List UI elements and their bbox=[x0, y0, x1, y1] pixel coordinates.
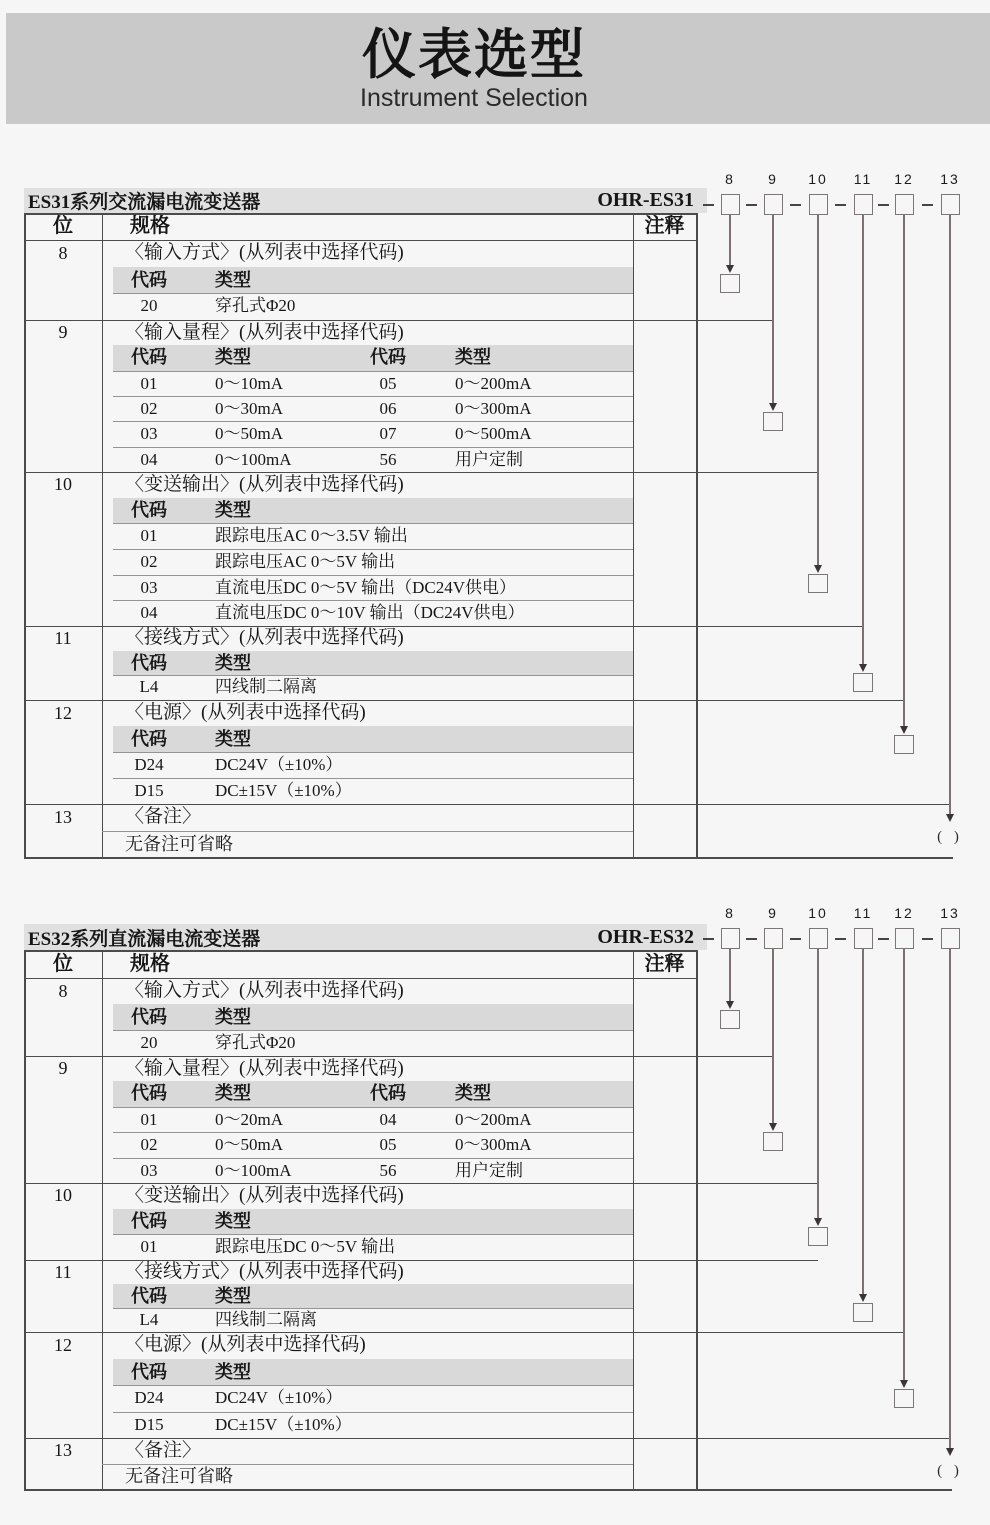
band-label: 代码 bbox=[131, 269, 167, 290]
position-number: 11 bbox=[853, 905, 873, 921]
code-cell: 06 bbox=[379, 399, 397, 418]
band-label: 类型 bbox=[215, 347, 251, 368]
row-separator bbox=[113, 778, 633, 779]
pos-column-divider bbox=[102, 950, 103, 1489]
row-separator bbox=[102, 831, 633, 832]
drop-line bbox=[817, 215, 818, 565]
type-cell: DC24V（±10%） bbox=[215, 1388, 343, 1407]
band-label: 类型 bbox=[215, 269, 251, 290]
code-cell: 04 bbox=[379, 1109, 397, 1129]
type-cell: 0～500mA bbox=[455, 424, 532, 444]
code-target-box bbox=[808, 574, 828, 593]
row-separator bbox=[113, 1132, 633, 1133]
code-cell: 05 bbox=[379, 1135, 397, 1155]
row-separator bbox=[113, 523, 633, 524]
code-separator-dash bbox=[835, 938, 846, 940]
code-cell: 05 bbox=[379, 373, 397, 393]
section-pos-number: 13 bbox=[54, 1440, 72, 1460]
type-cell: 0～100mA bbox=[215, 1160, 292, 1180]
arrow-head bbox=[769, 403, 777, 411]
page-subtitle: Instrument Selection bbox=[360, 83, 588, 112]
code-cell: 01 bbox=[140, 1109, 158, 1129]
col-header-spec: 规格 bbox=[130, 215, 170, 237]
band-label: 类型 bbox=[215, 729, 251, 749]
table-left-border bbox=[24, 213, 26, 857]
drop-line bbox=[729, 215, 730, 265]
code-type-band bbox=[113, 1359, 633, 1386]
section-pos-number: 12 bbox=[54, 1335, 72, 1355]
type-cell: 0～30mA bbox=[215, 399, 283, 418]
drop-line bbox=[949, 949, 950, 1448]
note-column-divider bbox=[633, 950, 634, 1489]
order-code-box bbox=[721, 194, 740, 215]
table-bottom-border bbox=[24, 857, 953, 859]
drop-line bbox=[772, 949, 773, 1123]
col-header-spec: 规格 bbox=[130, 953, 170, 975]
type-cell: 0～20mA bbox=[215, 1109, 283, 1129]
code-target-box bbox=[808, 1227, 828, 1246]
section-pos-number: 10 bbox=[54, 1185, 72, 1205]
code-cell: 02 bbox=[140, 399, 158, 418]
code-target-box bbox=[894, 735, 914, 754]
pos-column-divider bbox=[102, 213, 103, 857]
type-cell: 跟踪电压AC 0～5V 输出 bbox=[215, 552, 396, 571]
code-cell: D15 bbox=[134, 781, 164, 800]
code-cell: 56 bbox=[379, 1160, 397, 1180]
code-cell: L4 bbox=[139, 1310, 159, 1329]
type-cell: 0～200mA bbox=[455, 1109, 532, 1129]
section-header: 〈接线方式〉(从列表中选择代码) bbox=[125, 627, 404, 648]
code-target-box bbox=[853, 673, 873, 692]
code-cell: D15 bbox=[134, 1414, 164, 1434]
type-cell: DC±15V（±10%） bbox=[215, 1414, 352, 1434]
row-separator bbox=[113, 675, 633, 676]
col-header-note: 注释 bbox=[644, 215, 685, 237]
code-type-band bbox=[113, 267, 633, 294]
code-cell: 03 bbox=[140, 1160, 158, 1180]
code-separator-dash bbox=[746, 938, 757, 940]
position-number: 8 bbox=[725, 171, 735, 187]
section-header: 〈电源〉(从列表中选择代码) bbox=[125, 702, 366, 723]
col-header-pos: 位 bbox=[53, 215, 73, 237]
band-label: 类型 bbox=[215, 499, 251, 520]
table-title-bar bbox=[24, 188, 707, 213]
row-separator bbox=[113, 447, 633, 448]
band-label: 代码 bbox=[370, 347, 406, 368]
code-cell: 04 bbox=[140, 603, 158, 623]
table-top-border bbox=[24, 950, 698, 952]
col-header-note: 注释 bbox=[644, 953, 685, 975]
position-number: 13 bbox=[940, 171, 960, 187]
code-cell: L4 bbox=[139, 677, 159, 697]
type-cell: 直流电压DC 0～10V 输出（DC24V供电） bbox=[215, 603, 525, 623]
code-separator-dash bbox=[878, 204, 889, 206]
order-code-box bbox=[854, 194, 873, 215]
order-code-box bbox=[941, 928, 960, 949]
section-pos-number: 11 bbox=[54, 1262, 72, 1282]
code-target-box bbox=[763, 412, 783, 431]
table-title: ES31系列交流漏电流变送器 bbox=[28, 192, 261, 213]
code-type-band bbox=[113, 1209, 633, 1235]
section-pos-number: 9 bbox=[58, 322, 68, 342]
code-cell: D24 bbox=[134, 1388, 164, 1407]
remark-cell: 无备注可省略 bbox=[125, 833, 233, 854]
section-pos-number: 9 bbox=[58, 1058, 68, 1078]
type-cell: 0～50mA bbox=[215, 424, 283, 444]
band-label: 代码 bbox=[131, 1361, 167, 1382]
code-type-band bbox=[113, 726, 633, 752]
arrow-head bbox=[900, 1380, 908, 1388]
section-header: 〈输入方式〉(从列表中选择代码) bbox=[125, 980, 404, 1001]
band-label: 代码 bbox=[131, 1083, 167, 1104]
table-bottom-border bbox=[24, 1489, 952, 1491]
position-number: 10 bbox=[808, 171, 828, 187]
code-separator-dash bbox=[878, 938, 889, 940]
code-separator-dash bbox=[703, 204, 714, 206]
code-cell: 56 bbox=[379, 449, 397, 469]
page-banner bbox=[6, 13, 990, 124]
code-cell: 03 bbox=[140, 424, 158, 444]
code-separator-dash bbox=[835, 204, 846, 206]
drop-line bbox=[903, 949, 904, 1380]
order-code-box bbox=[895, 194, 914, 215]
type-cell: 跟踪电压AC 0～3.5V 输出 bbox=[215, 526, 408, 546]
type-cell: 0～200mA bbox=[455, 373, 532, 393]
type-cell: 用户定制 bbox=[455, 1160, 523, 1180]
order-code-box bbox=[764, 928, 783, 949]
table-left-border bbox=[24, 950, 26, 1489]
section-header: 〈变送输出〉(从列表中选择代码) bbox=[125, 474, 404, 495]
section-header: 〈变送输出〉(从列表中选择代码) bbox=[125, 1185, 404, 1206]
band-label: 代码 bbox=[131, 652, 167, 673]
row-separator bbox=[113, 293, 633, 294]
row-separator bbox=[113, 1385, 633, 1386]
section-pos-number: 10 bbox=[54, 474, 72, 494]
type-cell: DC24V（±10%） bbox=[215, 755, 343, 774]
code-type-band bbox=[113, 651, 633, 676]
order-code-box bbox=[854, 928, 873, 949]
drop-line bbox=[862, 949, 863, 1294]
table-right-border bbox=[696, 213, 698, 857]
section-header: 〈输入量程〉(从列表中选择代码) bbox=[125, 1058, 404, 1079]
arrow-head bbox=[814, 565, 822, 573]
band-label: 类型 bbox=[455, 347, 491, 368]
band-label: 类型 bbox=[215, 1210, 251, 1231]
band-label: 代码 bbox=[131, 1286, 167, 1306]
section-header: 〈接线方式〉(从列表中选择代码) bbox=[125, 1261, 404, 1282]
row-separator bbox=[113, 371, 633, 372]
order-code-box bbox=[809, 194, 828, 215]
table-right-border bbox=[696, 950, 698, 1489]
position-number: 9 bbox=[768, 905, 778, 921]
band-label: 代码 bbox=[131, 499, 167, 520]
type-cell: 0～50mA bbox=[215, 1135, 283, 1155]
section-header: 〈输入方式〉(从列表中选择代码) bbox=[125, 242, 404, 263]
drop-line bbox=[817, 949, 818, 1218]
section-header: 〈备注〉 bbox=[125, 1440, 202, 1461]
table-title-bar bbox=[24, 924, 707, 950]
arrow-head bbox=[726, 265, 734, 273]
section-pos-number: 11 bbox=[54, 628, 72, 648]
band-label: 代码 bbox=[131, 1007, 167, 1027]
code-cell: 01 bbox=[140, 373, 158, 393]
type-cell: 0～300mA bbox=[455, 1135, 532, 1155]
type-cell: DC±15V（±10%） bbox=[215, 781, 352, 800]
position-number: 8 bbox=[725, 905, 735, 921]
band-label: 类型 bbox=[215, 1361, 251, 1382]
order-code-box bbox=[721, 928, 740, 949]
position-number: 12 bbox=[894, 905, 914, 921]
band-label: 类型 bbox=[455, 1083, 491, 1104]
band-label: 代码 bbox=[131, 347, 167, 368]
code-cell: 01 bbox=[140, 526, 158, 546]
drop-line bbox=[903, 215, 904, 726]
code-target-box bbox=[763, 1132, 783, 1151]
code-cell: D24 bbox=[134, 755, 164, 774]
type-cell: 穿孔式Φ20 bbox=[215, 1033, 296, 1052]
type-cell: 四线制二隔离 bbox=[215, 1310, 317, 1329]
band-label: 代码 bbox=[131, 1210, 167, 1231]
drop-line bbox=[729, 949, 730, 1001]
row-separator bbox=[113, 549, 633, 550]
position-number: 13 bbox=[940, 905, 960, 921]
section-pos-number: 12 bbox=[54, 703, 72, 723]
arrow-head bbox=[859, 664, 867, 672]
arrow-head bbox=[900, 726, 908, 734]
band-label: 类型 bbox=[215, 1286, 251, 1306]
code-separator-dash bbox=[922, 938, 933, 940]
type-cell: 穿孔式Φ20 bbox=[215, 296, 296, 316]
arrow-head bbox=[859, 1294, 867, 1302]
section-header: 〈电源〉(从列表中选择代码) bbox=[125, 1334, 366, 1355]
row-separator bbox=[113, 1107, 633, 1108]
band-label: 代码 bbox=[131, 729, 167, 749]
order-code-box bbox=[809, 928, 828, 949]
arrow-head bbox=[946, 814, 954, 822]
position-number: 12 bbox=[894, 171, 914, 187]
model-code: OHR-ES32 bbox=[597, 925, 694, 948]
code-type-band bbox=[113, 1004, 633, 1030]
code-cell: 02 bbox=[140, 552, 158, 571]
position-number: 9 bbox=[768, 171, 778, 187]
band-label: 类型 bbox=[215, 1007, 251, 1027]
row-separator bbox=[113, 600, 633, 601]
section-pos-number: 8 bbox=[58, 981, 68, 1001]
code-separator-dash bbox=[790, 938, 801, 940]
remark-parens-placeholder: ( ) bbox=[937, 1463, 963, 1479]
section-pos-number: 13 bbox=[54, 807, 72, 827]
code-type-band bbox=[113, 1284, 633, 1308]
code-cell: 03 bbox=[140, 577, 158, 597]
code-separator-dash bbox=[703, 938, 714, 940]
row-separator bbox=[113, 1158, 633, 1159]
type-cell: 用户定制 bbox=[455, 449, 523, 469]
remark-cell: 无备注可省略 bbox=[125, 1465, 233, 1486]
position-number: 11 bbox=[853, 171, 873, 187]
section-header: 〈备注〉 bbox=[125, 806, 202, 827]
table-title: ES32系列直流漏电流变送器 bbox=[28, 928, 261, 950]
arrow-head bbox=[814, 1218, 822, 1226]
row-separator bbox=[113, 1308, 633, 1309]
type-cell: 0～10mA bbox=[215, 373, 283, 393]
row-separator bbox=[113, 1234, 633, 1235]
type-cell: 跟踪电压DC 0～5V 输出 bbox=[215, 1237, 396, 1257]
table-top-border bbox=[24, 213, 698, 215]
code-cell: 04 bbox=[140, 449, 158, 469]
code-cell: 01 bbox=[140, 1237, 158, 1257]
band-label: 类型 bbox=[215, 1083, 251, 1104]
code-cell: 02 bbox=[140, 1135, 158, 1155]
type-cell: 直流电压DC 0～5V 输出（DC24V供电） bbox=[215, 577, 516, 597]
code-separator-dash bbox=[790, 204, 801, 206]
row-separator bbox=[113, 1030, 633, 1031]
order-code-box bbox=[941, 194, 960, 215]
row-separator bbox=[113, 752, 633, 753]
band-label: 类型 bbox=[215, 652, 251, 673]
note-column-divider bbox=[633, 213, 634, 857]
code-target-box bbox=[720, 1010, 740, 1029]
arrow-head bbox=[769, 1123, 777, 1131]
row-separator bbox=[113, 421, 633, 422]
drop-line bbox=[772, 215, 773, 403]
band-label: 代码 bbox=[370, 1083, 406, 1104]
row-separator bbox=[113, 1412, 633, 1413]
code-target-box bbox=[853, 1303, 873, 1322]
section-header: 〈输入量程〉(从列表中选择代码) bbox=[125, 322, 404, 343]
type-cell: 四线制二隔离 bbox=[215, 677, 317, 697]
code-cell: 07 bbox=[379, 424, 397, 444]
drop-line bbox=[862, 215, 863, 664]
drop-line bbox=[949, 215, 950, 814]
row-separator bbox=[102, 1464, 633, 1465]
code-target-box bbox=[894, 1389, 914, 1408]
position-number: 10 bbox=[808, 905, 828, 921]
model-code: OHR-ES31 bbox=[597, 189, 694, 211]
code-separator-dash bbox=[746, 204, 757, 206]
arrow-head bbox=[726, 1001, 734, 1009]
code-separator-dash bbox=[922, 204, 933, 206]
arrow-head bbox=[946, 1448, 954, 1456]
order-code-box bbox=[895, 928, 914, 949]
code-cell: 20 bbox=[140, 296, 158, 316]
code-type-band bbox=[113, 498, 633, 524]
section-pos-number: 8 bbox=[58, 243, 68, 263]
type-cell: 0～300mA bbox=[455, 399, 532, 418]
col-header-pos: 位 bbox=[53, 953, 73, 975]
order-code-box bbox=[764, 194, 783, 215]
type-cell: 0～100mA bbox=[215, 449, 292, 469]
row-separator bbox=[113, 396, 633, 397]
row-separator bbox=[113, 575, 633, 576]
page-title: 仪表选型 bbox=[362, 24, 586, 85]
code-target-box bbox=[720, 274, 740, 293]
code-cell: 20 bbox=[140, 1033, 158, 1052]
remark-parens-placeholder: ( ) bbox=[937, 829, 963, 845]
